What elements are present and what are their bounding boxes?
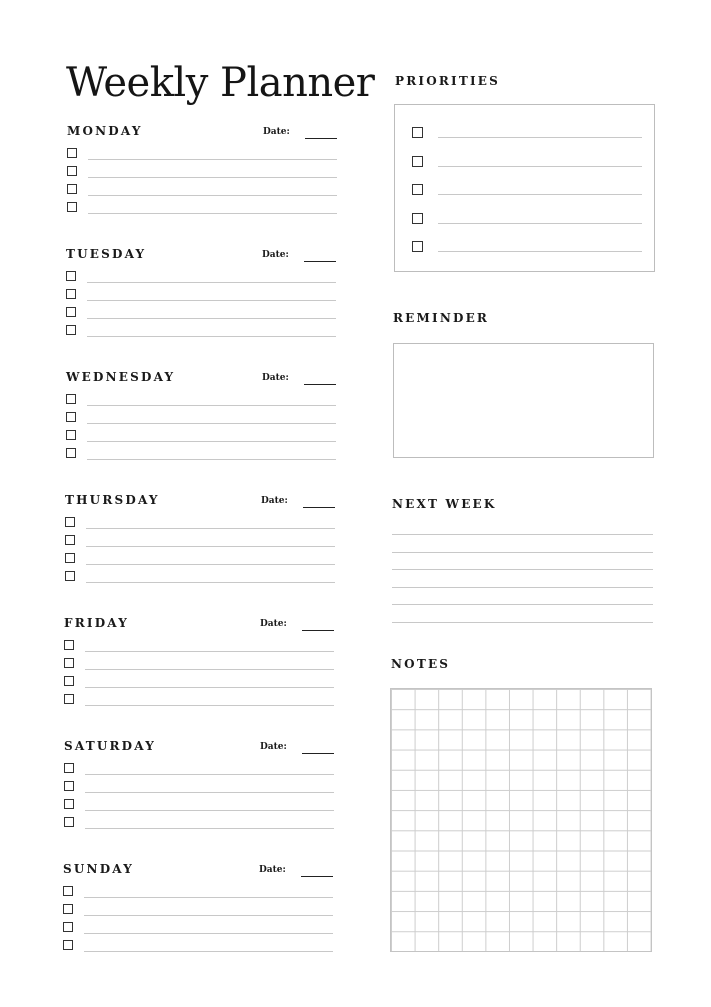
date-field[interactable] (303, 507, 335, 508)
priority-checkbox[interactable] (412, 213, 423, 224)
next-week-line[interactable] (392, 552, 653, 553)
task-row (64, 692, 336, 710)
day-header (66, 247, 338, 269)
task-checkbox[interactable] (64, 658, 74, 668)
priority-line[interactable] (438, 251, 642, 252)
task-row (64, 779, 336, 797)
task-checkbox[interactable] (67, 202, 77, 212)
priority-row (412, 182, 642, 198)
day-header (64, 616, 336, 638)
task-checkbox[interactable] (66, 325, 76, 335)
task-checkbox[interactable] (63, 904, 73, 914)
task-checkbox[interactable] (66, 448, 76, 458)
task-checkbox[interactable] (63, 922, 73, 932)
task-line[interactable] (84, 951, 333, 952)
task-checkbox[interactable] (64, 817, 74, 827)
day-section-wednesday (66, 370, 338, 470)
day-section-sunday (63, 862, 335, 962)
task-line[interactable] (85, 705, 334, 706)
task-line[interactable] (84, 897, 333, 898)
priorities-box (394, 104, 655, 272)
task-row (66, 323, 338, 341)
priority-checkbox[interactable] (412, 156, 423, 167)
next-week-line[interactable] (392, 604, 653, 605)
date-field[interactable] (305, 138, 337, 139)
task-row (64, 815, 336, 833)
task-checkbox[interactable] (67, 184, 77, 194)
task-checkbox[interactable] (64, 694, 74, 704)
task-checkbox[interactable] (65, 571, 75, 581)
task-checkbox[interactable] (67, 166, 77, 176)
priority-line[interactable] (438, 137, 642, 138)
task-checkbox[interactable] (66, 307, 76, 317)
date-label: Date: (262, 250, 289, 260)
priorities-label: PRIORITIES (395, 74, 501, 88)
task-checkbox[interactable] (65, 535, 75, 545)
task-checkbox[interactable] (64, 640, 74, 650)
task-checkbox[interactable] (63, 940, 73, 950)
task-row (67, 164, 339, 182)
task-row (66, 269, 338, 287)
task-checkbox[interactable] (67, 148, 77, 158)
reminder-label: REMINDER (393, 311, 490, 325)
task-row (63, 938, 335, 956)
task-row (67, 146, 339, 164)
date-field[interactable] (301, 876, 333, 877)
task-checkbox[interactable] (63, 886, 73, 896)
task-checkbox[interactable] (66, 271, 76, 281)
task-checkbox[interactable] (64, 799, 74, 809)
reminder-box[interactable] (393, 343, 654, 458)
task-line[interactable] (85, 687, 334, 688)
date-label: Date: (260, 619, 287, 629)
notes-grid[interactable] (390, 688, 652, 952)
task-row (63, 902, 335, 920)
task-line[interactable] (85, 810, 334, 811)
task-line[interactable] (88, 177, 337, 178)
task-line[interactable] (85, 774, 334, 775)
priority-row (412, 211, 642, 227)
task-checkbox[interactable] (65, 517, 75, 527)
task-checkbox[interactable] (66, 289, 76, 299)
task-row (64, 674, 336, 692)
day-section-friday (64, 616, 336, 716)
task-line[interactable] (86, 564, 335, 565)
day-name: FRIDAY (64, 616, 129, 630)
task-row (64, 638, 336, 656)
task-row (66, 392, 338, 410)
next-week-label: NEXT WEEK (392, 497, 497, 511)
date-field[interactable] (304, 384, 336, 385)
task-row (66, 428, 338, 446)
priority-line[interactable] (438, 223, 642, 224)
task-line[interactable] (85, 828, 334, 829)
day-header (65, 493, 337, 515)
day-name: WEDNESDAY (66, 370, 176, 384)
task-line[interactable] (85, 651, 334, 652)
priority-checkbox[interactable] (412, 241, 423, 252)
day-name: MONDAY (67, 124, 143, 138)
date-field[interactable] (302, 753, 334, 754)
task-line[interactable] (88, 159, 337, 160)
task-line[interactable] (88, 195, 337, 196)
priority-checkbox[interactable] (412, 127, 423, 138)
task-checkbox[interactable] (66, 412, 76, 422)
next-week-line[interactable] (392, 569, 653, 570)
task-line[interactable] (84, 933, 333, 934)
day-section-saturday (64, 739, 336, 839)
task-checkbox[interactable] (64, 676, 74, 686)
task-checkbox[interactable] (64, 781, 74, 791)
priority-row (412, 239, 642, 255)
priority-line[interactable] (438, 194, 642, 195)
priority-line[interactable] (438, 166, 642, 167)
task-row (64, 797, 336, 815)
date-field[interactable] (302, 630, 334, 631)
task-line[interactable] (86, 582, 335, 583)
priority-checkbox[interactable] (412, 184, 423, 195)
day-section-thursday (65, 493, 337, 593)
task-row (67, 182, 339, 200)
task-checkbox[interactable] (66, 430, 76, 440)
day-header (63, 862, 335, 884)
task-line[interactable] (87, 405, 336, 406)
task-row (65, 515, 337, 533)
next-week-line[interactable] (392, 622, 653, 623)
date-label: Date: (262, 373, 289, 383)
notes-label: NOTES (391, 657, 451, 671)
priority-row (412, 125, 642, 141)
task-line[interactable] (87, 336, 336, 337)
task-row (64, 761, 336, 779)
day-section-tuesday (66, 247, 338, 347)
task-row (63, 920, 335, 938)
task-row (65, 569, 337, 587)
day-header (64, 739, 336, 761)
task-line[interactable] (88, 213, 337, 214)
task-row (66, 287, 338, 305)
task-line[interactable] (87, 423, 336, 424)
task-line[interactable] (87, 300, 336, 301)
task-line[interactable] (85, 792, 334, 793)
day-section-monday (67, 124, 339, 224)
date-field[interactable] (304, 261, 336, 262)
task-row (66, 410, 338, 428)
next-week-line[interactable] (392, 587, 653, 588)
task-checkbox[interactable] (65, 553, 75, 563)
task-line[interactable] (87, 459, 336, 460)
next-week-line[interactable] (392, 534, 653, 535)
task-line[interactable] (84, 915, 333, 916)
task-checkbox[interactable] (66, 394, 76, 404)
day-name: THURSDAY (65, 493, 160, 507)
task-row (64, 656, 336, 674)
day-header (66, 370, 338, 392)
task-row (65, 533, 337, 551)
date-label: Date: (259, 865, 286, 875)
task-line[interactable] (87, 318, 336, 319)
page-title: Weekly Planner (66, 60, 375, 106)
task-row (63, 884, 335, 902)
task-row (67, 200, 339, 218)
day-name: SATURDAY (64, 739, 156, 753)
day-header (67, 124, 339, 146)
task-line[interactable] (85, 669, 334, 670)
date-label: Date: (260, 742, 287, 752)
task-line[interactable] (86, 546, 335, 547)
date-label: Date: (261, 496, 288, 506)
task-row (66, 305, 338, 323)
task-checkbox[interactable] (64, 763, 74, 773)
task-row (66, 446, 338, 464)
task-line[interactable] (87, 441, 336, 442)
priority-row (412, 154, 642, 170)
day-name: SUNDAY (63, 862, 134, 876)
task-line[interactable] (86, 528, 335, 529)
date-label: Date: (263, 127, 290, 137)
task-row (65, 551, 337, 569)
day-name: TUESDAY (66, 247, 147, 261)
task-line[interactable] (87, 282, 336, 283)
